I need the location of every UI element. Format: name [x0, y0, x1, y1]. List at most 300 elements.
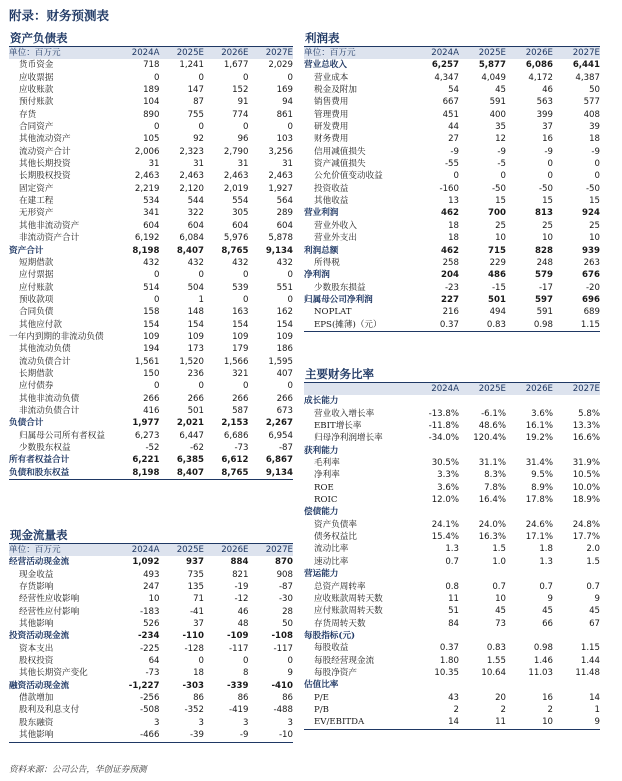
- value-cell: 937: [186, 557, 204, 568]
- value-cell: 0: [287, 381, 293, 392]
- row-label: 股利及利息支付: [19, 705, 80, 716]
- row-label: 利润总额: [304, 245, 339, 256]
- value-cell: -256: [139, 693, 160, 704]
- value-cell: -50: [491, 183, 506, 194]
- row-label: EPS(摊薄)（元）: [304, 319, 412, 332]
- value-cell: 12: [495, 134, 506, 145]
- row-label: 负债合计: [9, 418, 44, 429]
- value-cell: -117: [228, 643, 249, 654]
- value-cell: 1,677: [223, 60, 249, 71]
- row-label: 其他流动负债: [19, 344, 71, 355]
- value-cell: 1: [594, 704, 600, 715]
- row-label: 应付账款周转天数: [314, 606, 383, 617]
- value-cell: 0.98: [506, 319, 553, 332]
- value-cell: -303: [182, 680, 204, 691]
- value-cell: 8,407: [176, 245, 204, 256]
- value-cell: 109: [276, 331, 293, 342]
- row-label: 非流动资产合计: [19, 233, 80, 244]
- table-row: [304, 306, 600, 318]
- table-row: [304, 655, 600, 667]
- value-cell: 50: [282, 619, 293, 630]
- value-cell: 67: [589, 618, 600, 629]
- balance-sheet-section: [9, 30, 293, 480]
- table-row: [9, 643, 293, 655]
- table-row: [304, 158, 600, 170]
- table-row: [9, 704, 293, 716]
- value-cell: -19: [234, 582, 249, 593]
- table-row: [304, 716, 600, 729]
- value-cell: -488: [273, 705, 293, 716]
- value-cell: 8.9%: [531, 482, 553, 493]
- value-cell: 1,977: [132, 418, 160, 429]
- value-cell: 689: [583, 307, 600, 318]
- value-cell: 16.6%: [572, 433, 600, 444]
- table-row: [9, 430, 293, 442]
- value-cell: 564: [276, 196, 293, 207]
- table-row: [304, 519, 600, 531]
- value-cell: 0: [154, 381, 160, 392]
- value-cell: -419: [228, 705, 249, 716]
- value-cell: 169: [276, 85, 293, 96]
- table-row: [304, 59, 600, 71]
- value-cell: -55: [444, 159, 459, 170]
- value-cell: 84: [448, 618, 459, 629]
- value-cell: 3.3%: [437, 470, 459, 481]
- value-cell: -39: [160, 729, 205, 742]
- value-cell: 1.5: [586, 556, 600, 567]
- value-cell: 2,267: [265, 418, 293, 429]
- value-cell: 289: [276, 208, 293, 219]
- value-cell: 4,049: [481, 72, 506, 83]
- table-row: [304, 469, 600, 481]
- value-cell: 5.8%: [578, 408, 600, 419]
- value-cell: 486: [488, 270, 506, 281]
- value-cell: 305: [232, 208, 249, 219]
- ratios-section: [304, 366, 600, 730]
- value-cell: 4,172: [528, 72, 553, 83]
- table-row: [304, 482, 600, 494]
- row-label: 负债和股东权益: [9, 467, 115, 480]
- value-cell: 2026E: [204, 544, 249, 556]
- value-cell: [459, 506, 506, 518]
- value-cell: 0.7: [445, 556, 459, 567]
- table-row: [9, 581, 293, 593]
- value-cell: 154: [276, 319, 293, 330]
- row-label: 归属母公司净利润: [304, 294, 373, 305]
- value-cell: [506, 679, 553, 691]
- value-cell: 248: [536, 257, 553, 268]
- value-cell: [459, 679, 506, 691]
- value-cell: [506, 445, 553, 457]
- value-cell: 2027E: [553, 47, 600, 59]
- table-row: [9, 257, 293, 269]
- value-cell: -17: [538, 282, 553, 293]
- value-cell: 103: [276, 134, 293, 145]
- value-cell: 514: [143, 282, 160, 293]
- value-cell: 0: [594, 159, 600, 170]
- value-cell: 3: [287, 717, 293, 728]
- value-cell: 154: [143, 319, 160, 330]
- table-row: [304, 72, 600, 84]
- table-row: [9, 96, 293, 108]
- value-cell: -87: [278, 443, 293, 453]
- value-cell: 493: [143, 569, 160, 580]
- value-cell: 2: [500, 704, 506, 715]
- value-cell: 597: [535, 294, 553, 305]
- row-label: 所得税: [314, 257, 340, 268]
- row-label: 应付票据: [19, 270, 54, 281]
- value-cell: 1.3: [539, 556, 553, 567]
- row-label: 经营活动现金流: [9, 557, 70, 568]
- row-label: 资产负债率: [314, 519, 357, 530]
- value-cell: 501: [488, 294, 506, 305]
- value-cell: 31: [282, 159, 293, 170]
- value-cell: 0: [287, 270, 293, 281]
- value-cell: 6,086: [525, 60, 553, 71]
- value-cell: 813: [535, 208, 553, 219]
- value-cell: -30: [278, 594, 293, 605]
- value-cell: 43: [448, 692, 459, 703]
- row-label: 预收款项: [19, 294, 54, 305]
- value-cell: 696: [582, 294, 600, 305]
- table-row: [9, 442, 293, 454]
- value-cell: -62: [189, 443, 204, 453]
- value-cell: 2025E: [459, 47, 506, 59]
- value-cell: 0: [243, 72, 249, 83]
- row-label: 存货: [19, 109, 37, 120]
- value-cell: 2027E: [249, 544, 294, 556]
- value-cell: 604: [143, 220, 160, 231]
- value-cell: 263: [583, 257, 600, 268]
- value-cell: 1,092: [132, 557, 160, 568]
- value-cell: 227: [441, 294, 459, 305]
- value-cell: 147: [187, 85, 204, 96]
- value-cell: 266: [276, 393, 293, 404]
- value-cell: 266: [187, 393, 204, 404]
- value-cell: 266: [143, 393, 160, 404]
- table-row: [304, 294, 600, 306]
- value-cell: -117: [273, 643, 293, 654]
- row-label: 单位：百万元: [9, 544, 115, 556]
- row-label: 经营性应付影响: [19, 606, 80, 617]
- value-cell: 8.3%: [484, 470, 506, 481]
- value-cell: [553, 630, 600, 642]
- row-label: 营业成本: [314, 72, 349, 83]
- cash-flow-title: 现金流量表: [9, 527, 293, 544]
- value-cell: 432: [143, 257, 160, 268]
- value-cell: 504: [187, 282, 204, 293]
- value-cell: 673: [276, 405, 293, 416]
- value-cell: 162: [276, 307, 293, 318]
- row-label: 速动比率: [314, 556, 349, 567]
- row-label: 营运能力: [304, 569, 339, 580]
- table-row: [9, 655, 293, 667]
- value-cell: 676: [582, 270, 600, 281]
- value-cell: 774: [232, 109, 249, 120]
- row-label: 长期借款: [19, 368, 54, 379]
- cash-flow-table: [9, 544, 293, 743]
- value-cell: 828: [535, 245, 553, 256]
- value-cell: [553, 506, 600, 518]
- value-cell: 821: [232, 569, 249, 580]
- row-label: 资本支出: [19, 643, 54, 654]
- value-cell: 1.15: [580, 643, 600, 654]
- value-cell: 3: [154, 717, 160, 728]
- value-cell: -6.1%: [481, 408, 506, 419]
- table-row: [9, 593, 293, 605]
- row-label: EBIT增长率: [314, 421, 362, 432]
- value-cell: 25: [495, 220, 506, 231]
- row-label: 其他长期资产变化: [19, 668, 88, 679]
- value-cell: -225: [139, 643, 160, 654]
- income-statement-section: [304, 30, 600, 332]
- table-row: [304, 121, 600, 133]
- value-cell: 15.4%: [431, 532, 459, 543]
- row-label: P/B: [314, 704, 329, 715]
- value-cell: 501: [187, 405, 204, 416]
- value-cell: 6,441: [572, 60, 600, 71]
- value-cell: 45: [495, 606, 506, 617]
- value-cell: 416: [143, 405, 160, 416]
- value-cell: 2025E: [160, 544, 205, 556]
- value-cell: 247: [143, 582, 160, 593]
- table-row: [304, 84, 600, 96]
- value-cell: 399: [536, 109, 553, 120]
- table-row: [304, 494, 600, 506]
- table-row: [9, 146, 293, 158]
- value-cell: 109: [232, 331, 249, 342]
- value-cell: 1,595: [268, 356, 293, 367]
- table-row: [9, 680, 293, 692]
- value-cell: 591: [489, 97, 506, 108]
- row-label: 每股指标(元): [304, 630, 356, 641]
- value-cell: [412, 506, 459, 518]
- value-cell: 0.37: [412, 319, 459, 332]
- value-cell: 1,927: [268, 183, 293, 194]
- value-cell: [553, 679, 600, 691]
- row-label: 偿债能力: [304, 507, 339, 518]
- row-label: 应收账款: [19, 85, 54, 96]
- value-cell: 86: [193, 693, 204, 704]
- table-row: [304, 445, 600, 457]
- value-cell: 44: [448, 122, 459, 133]
- value-cell: 48: [237, 619, 249, 630]
- table-row: [9, 195, 293, 207]
- value-cell: 908: [276, 569, 293, 580]
- value-cell: -34.0%: [428, 433, 459, 444]
- row-label: 每股净资产: [314, 667, 357, 678]
- row-label: 股权投资: [19, 656, 54, 667]
- value-cell: 0: [243, 270, 249, 281]
- value-cell: 17.1%: [525, 532, 553, 543]
- value-cell: -73: [145, 668, 160, 679]
- value-cell: 24.6%: [525, 519, 553, 530]
- table-row: [9, 618, 293, 630]
- table-header-row: [9, 47, 293, 59]
- value-cell: 27: [448, 134, 459, 145]
- table-row: [9, 294, 293, 306]
- row-label: 信用减值损失: [314, 146, 366, 157]
- value-cell: 18: [448, 233, 459, 244]
- row-label: 其他长期投资: [19, 159, 71, 170]
- row-label: 单位：百万元: [304, 47, 412, 59]
- value-cell: -160: [439, 183, 459, 194]
- value-cell: [506, 630, 553, 642]
- table-row: [9, 368, 293, 380]
- value-cell: 31: [193, 159, 204, 170]
- row-label: 其他影响: [19, 619, 54, 630]
- table-row: [304, 269, 600, 281]
- value-cell: 432: [232, 257, 249, 268]
- row-label: ROIC: [314, 495, 338, 506]
- value-cell: 755: [187, 109, 204, 120]
- row-label: 资产减值损失: [314, 159, 366, 170]
- table-row: [9, 319, 293, 331]
- value-cell: 2,153: [221, 418, 249, 429]
- value-cell: 322: [187, 208, 204, 219]
- table-row: [9, 84, 293, 96]
- row-label: 应收账款周转天数: [314, 593, 383, 604]
- value-cell: 0: [243, 122, 249, 133]
- row-label: 资产合计: [9, 245, 44, 256]
- value-cell: 16.1%: [525, 421, 553, 432]
- value-cell: 6,867: [265, 455, 293, 466]
- value-cell: 700: [488, 208, 506, 219]
- row-label: 税金及附加: [314, 85, 357, 96]
- value-cell: 6,686: [223, 430, 249, 441]
- row-label: 经营性应收影响: [19, 594, 80, 605]
- value-cell: 0: [154, 270, 160, 281]
- table-row: [304, 506, 600, 518]
- value-cell: 10: [589, 233, 600, 244]
- value-cell: -13.8%: [428, 408, 459, 419]
- row-label: 每股收益: [314, 643, 349, 654]
- value-cell: 16: [542, 692, 553, 703]
- value-cell: 25: [542, 220, 553, 231]
- value-cell: 8,765: [204, 467, 249, 480]
- value-cell: -12: [234, 594, 249, 605]
- value-cell: 341: [143, 208, 160, 219]
- value-cell: -410: [271, 680, 293, 691]
- row-label: 营业外支出: [314, 233, 357, 244]
- value-cell: 7.8%: [484, 482, 506, 493]
- value-cell: 8,765: [221, 245, 249, 256]
- value-cell: 2,019: [223, 183, 249, 194]
- row-label: 融资活动现金流: [9, 680, 70, 691]
- row-label: 总资产周转率: [314, 581, 366, 592]
- page-title: 附录：财务预测表: [9, 8, 110, 23]
- table-row: [9, 343, 293, 355]
- row-label: 其他非流动负债: [19, 393, 80, 404]
- table-row: [304, 133, 600, 145]
- value-cell: 0: [500, 171, 506, 182]
- value-cell: -5: [497, 159, 506, 170]
- value-cell: 92: [193, 134, 204, 145]
- table-row: [304, 618, 600, 630]
- table-row: [304, 420, 600, 432]
- value-cell: 2,463: [134, 171, 160, 182]
- value-cell: 24.8%: [572, 519, 600, 530]
- value-cell: 2024A: [115, 544, 160, 556]
- value-cell: -20: [585, 282, 600, 293]
- value-cell: 3.6%: [437, 482, 459, 493]
- value-cell: 14: [412, 716, 459, 729]
- row-label: 借款增加: [19, 693, 54, 704]
- value-cell: -110: [182, 631, 204, 642]
- value-cell: 2026E: [204, 47, 249, 59]
- row-label: 其他收益: [314, 196, 349, 207]
- row-label: 流动比率: [314, 544, 349, 555]
- value-cell: 563: [536, 97, 553, 108]
- row-label: 营业外收入: [314, 220, 357, 231]
- value-cell: 1,520: [179, 356, 204, 367]
- table-header-row: [304, 383, 600, 395]
- value-cell: 0.7: [539, 581, 553, 592]
- value-cell: 20: [495, 692, 506, 703]
- row-label: 预付账款: [19, 97, 54, 108]
- value-cell: 2: [453, 704, 459, 715]
- value-cell: 6,192: [134, 233, 160, 244]
- value-cell: 1.15: [553, 319, 600, 332]
- value-cell: 266: [232, 393, 249, 404]
- value-cell: 8,407: [160, 467, 205, 480]
- table-row: [304, 432, 600, 444]
- table-row: [9, 72, 293, 84]
- value-cell: -9: [497, 146, 506, 157]
- balance-sheet-title: 资产负债表: [9, 30, 293, 47]
- value-cell: 189: [143, 85, 160, 96]
- value-cell: 150: [143, 368, 160, 379]
- value-cell: 6,385: [176, 455, 204, 466]
- row-label: 归母净利润增长率: [314, 433, 383, 444]
- table-row: [304, 457, 600, 469]
- table-row: [304, 605, 600, 617]
- row-label: 流动负债合计: [19, 356, 71, 367]
- row-label: 在建工程: [19, 196, 54, 207]
- table-row: [304, 630, 600, 642]
- value-cell: 544: [187, 196, 204, 207]
- table-row: [9, 109, 293, 121]
- table-row: [9, 269, 293, 281]
- value-cell: 120.4%: [473, 433, 506, 444]
- value-cell: -508: [139, 705, 160, 716]
- value-cell: 71: [193, 594, 204, 605]
- value-cell: 31: [148, 159, 160, 170]
- value-cell: 10: [148, 594, 160, 605]
- value-cell: 6,257: [431, 60, 459, 71]
- value-cell: 407: [276, 368, 293, 379]
- value-cell: [553, 395, 600, 407]
- row-label: ROE: [314, 482, 334, 493]
- table-row: [304, 257, 600, 269]
- value-cell: 109: [187, 331, 204, 342]
- value-cell: 18.9%: [572, 495, 600, 506]
- value-cell: 1,566: [223, 356, 249, 367]
- table-row: [9, 417, 293, 429]
- table-row: [304, 245, 600, 257]
- table-header-row: [9, 544, 293, 556]
- cash-flow-section: [9, 527, 293, 743]
- value-cell: 0: [547, 171, 553, 182]
- value-cell: 216: [442, 307, 459, 318]
- row-label: 非流动负债合计: [19, 405, 80, 416]
- value-cell: 9: [553, 716, 600, 729]
- value-cell: 604: [187, 220, 204, 231]
- value-cell: 17.8%: [525, 495, 553, 506]
- row-label: 归属母公司所有者权益: [19, 430, 105, 441]
- value-cell: 30.5%: [431, 458, 459, 469]
- value-cell: 158: [143, 307, 160, 318]
